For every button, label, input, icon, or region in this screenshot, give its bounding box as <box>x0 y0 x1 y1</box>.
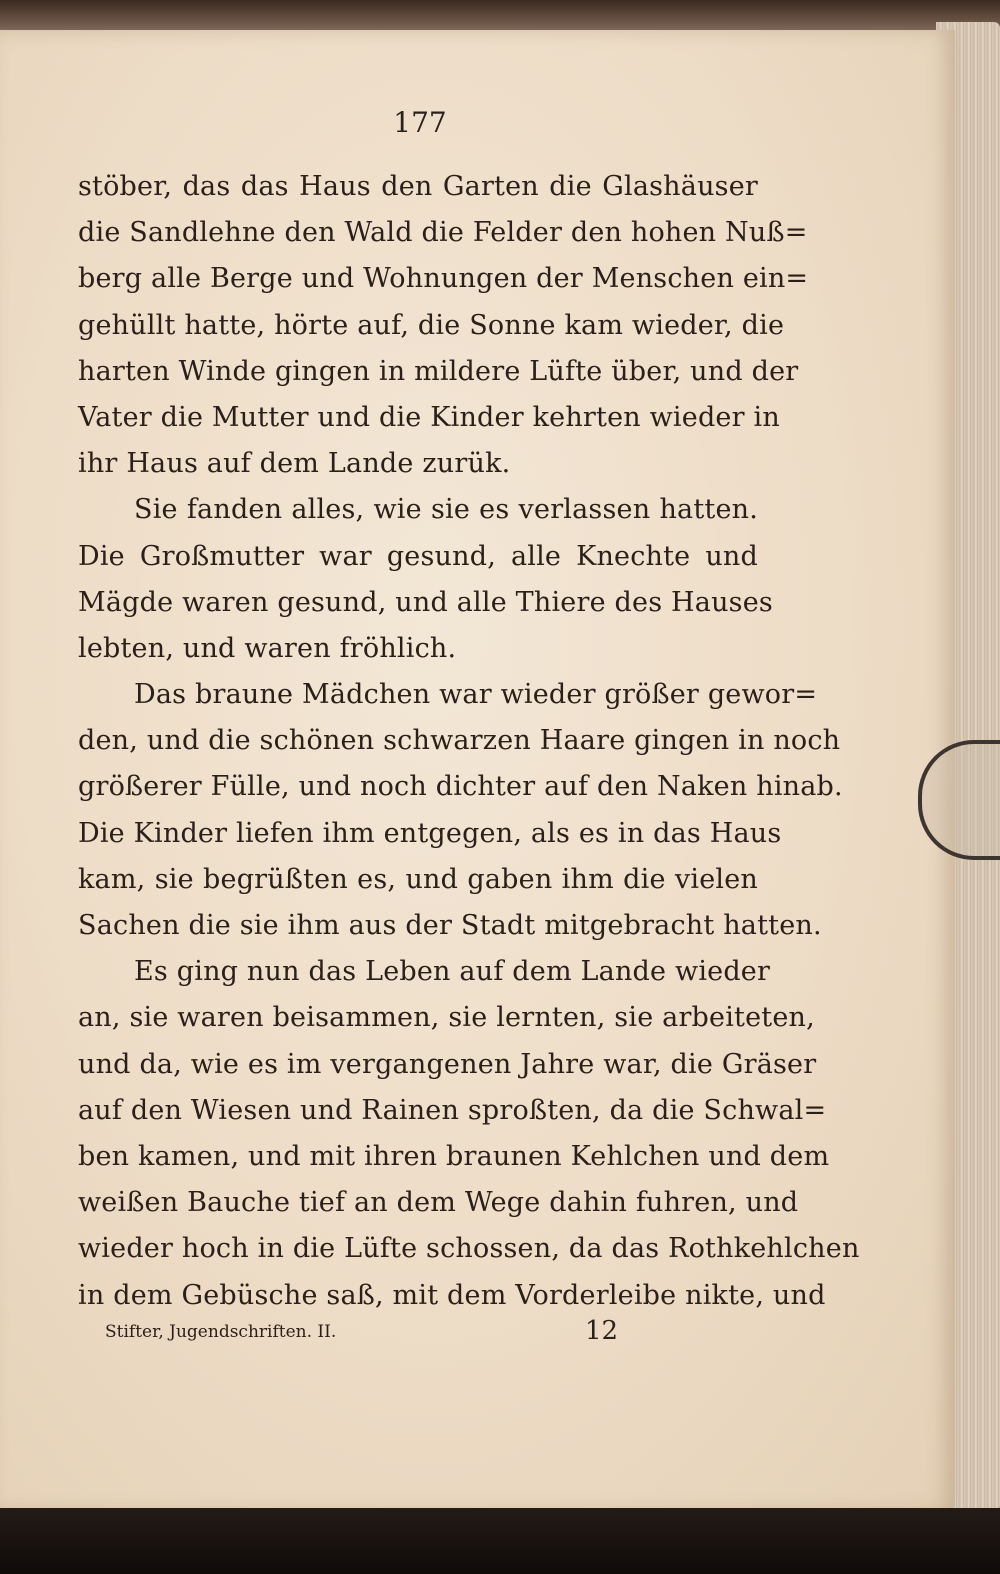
text-line: wieder hoch in die Lüfte schossen, da das Rothkehlchen <box>78 1233 860 1265</box>
text-line: gehüllt hatte, hörte auf, die Sonne kam wieder, die <box>78 309 785 341</box>
text-line: Die Großmutter war gesund, alle Knechte und <box>78 540 758 572</box>
text-line: lebten, und waren fröhlich. <box>78 632 457 664</box>
text-line: und da, wie es im vergangenen Jahre war, die Gräser <box>78 1048 817 1080</box>
text-line: Vater die Mutter und die Kinder kehrten wieder in <box>78 401 780 433</box>
body-text <box>78 164 860 1319</box>
page-footer <box>105 1316 645 1346</box>
text-line: den, und die schönen schwarzen Haare gingen in noch <box>78 725 841 757</box>
text-line: Sachen die sie ihm aus der Stadt mitgebracht hatten. <box>78 910 822 941</box>
text-line: an, sie waren beisammen, sie lernten, sie arbeiteten, <box>78 1002 815 1034</box>
bottom-shadow <box>0 1508 1000 1574</box>
text-line: Es ging nun das Leben auf dem Lande wieder <box>134 956 771 988</box>
signature-line: Stifter, Jugendschriften. II. <box>105 1322 337 1342</box>
sheet-number: 12 <box>585 1316 619 1346</box>
text-line: kam, sie begrüßten es, und gaben ihm die vielen <box>78 863 758 895</box>
text-line: berg alle Berge und Wohnungen der Menschen ein= <box>78 263 809 295</box>
page-number: 177 <box>393 106 447 139</box>
text-line: in dem Gebüsche saß, mit dem Vorderleibe nikte, und <box>78 1279 826 1311</box>
text-line: Die Kinder liefen ihm entgegen, als es in das Haus <box>78 817 782 849</box>
text-line: auf den Wiesen und Rainen sproßten, da die Schwal= <box>78 1094 827 1126</box>
text-line: stöber, das das Haus den Garten die Glashäuser <box>78 171 758 202</box>
text-line: Sie fanden alles, wie sie es verlassen hatten. <box>134 494 758 526</box>
text-line: weißen Bauche tief an dem Wege dahin fuhren, und <box>78 1187 799 1219</box>
text-line: ihr Haus auf dem Lande zurük. <box>78 448 511 480</box>
text-line: Mägde waren gesund, und alle Thiere des Hauses <box>78 586 773 618</box>
text-line: die Sandlehne den Wald die Felder den hohen Nuß= <box>78 217 808 249</box>
text-line: Das braune Mädchen war wieder größer gewor= <box>134 679 818 711</box>
text-line: größerer Fülle, und noch dichter auf den Naken hinab. <box>78 771 843 803</box>
text-line: ben kamen, und mit ihren braunen Kehlchen und dem <box>78 1140 830 1172</box>
text-line: harten Winde gingen in mildere Lüfte über, und der <box>78 355 799 387</box>
